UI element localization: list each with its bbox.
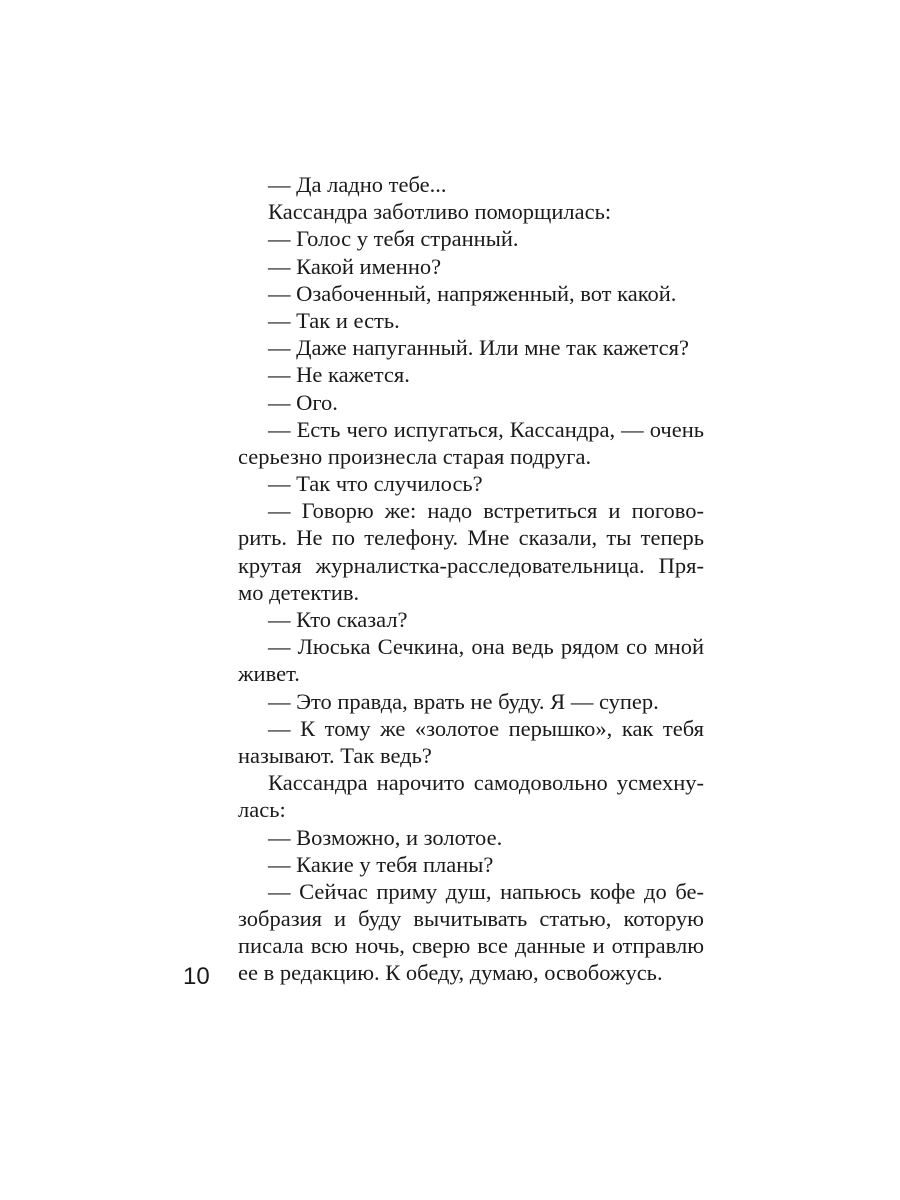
text-line: — Голос у тебя странный. (268, 226, 519, 252)
page-number: 10 (183, 963, 210, 990)
text-line: — Так и есть. (268, 307, 400, 333)
text-line: — Кто сказал? (268, 607, 408, 632)
text-line: — Даже напуганный. Или мне так кажется? (268, 335, 689, 361)
text-line: рить. Не по телефону. Мне сказали, ты теперь (238, 525, 704, 551)
text-line: мо детектив. (238, 579, 360, 605)
text-line: Кассандра заботливо поморщилась: (268, 199, 612, 225)
body-text (238, 171, 704, 987)
text-line: — Не кажется. (268, 362, 410, 388)
text-line: — Озабоченный, напряженный, вот какой. (268, 280, 677, 306)
text-line: — Есть чего испугаться, Кассандра, — очень (268, 416, 704, 442)
text-line: называют. Так ведь? (238, 742, 432, 768)
text-line: живет. (238, 661, 300, 687)
text-line: писала всю ночь, сверю все данные и отправлю (238, 933, 704, 959)
text-line: — Какие у тебя планы? (268, 851, 494, 877)
text-line: — Это правда, врать не буду. Я — супер. (268, 688, 659, 714)
text-line: лась: (238, 797, 286, 823)
text-line: серьезно произнесла старая подруга. (238, 443, 592, 469)
text-line: — Возможно, и золотое. (268, 824, 503, 850)
text-line: — Говорю же: надо встретиться и погово- (268, 498, 704, 524)
text-line: — Да ладно тебе... (268, 172, 447, 197)
text-line: — Сейчас приму душ, напьюсь кофе до бе- (268, 878, 704, 904)
text-line: ее в редакцию. К обеду, думаю, освобожусь. (238, 960, 663, 986)
text-line: Кассандра нарочито самодовольно усмехну- (268, 770, 704, 796)
text-line: крутая журналистка-расследовательница. Пря- (238, 552, 704, 578)
text-line: — Какой именно? (268, 253, 442, 279)
text-line: зобразия и буду вычитывать статью, которую (238, 906, 704, 932)
text-line: — К тому же «золотое перышко», как тебя (268, 715, 704, 741)
text-line: — Так что случилось? (268, 471, 483, 497)
text-line: — Ого. (268, 389, 338, 415)
text-line: — Люська Сечкина, она ведь рядом со мной (268, 634, 704, 660)
